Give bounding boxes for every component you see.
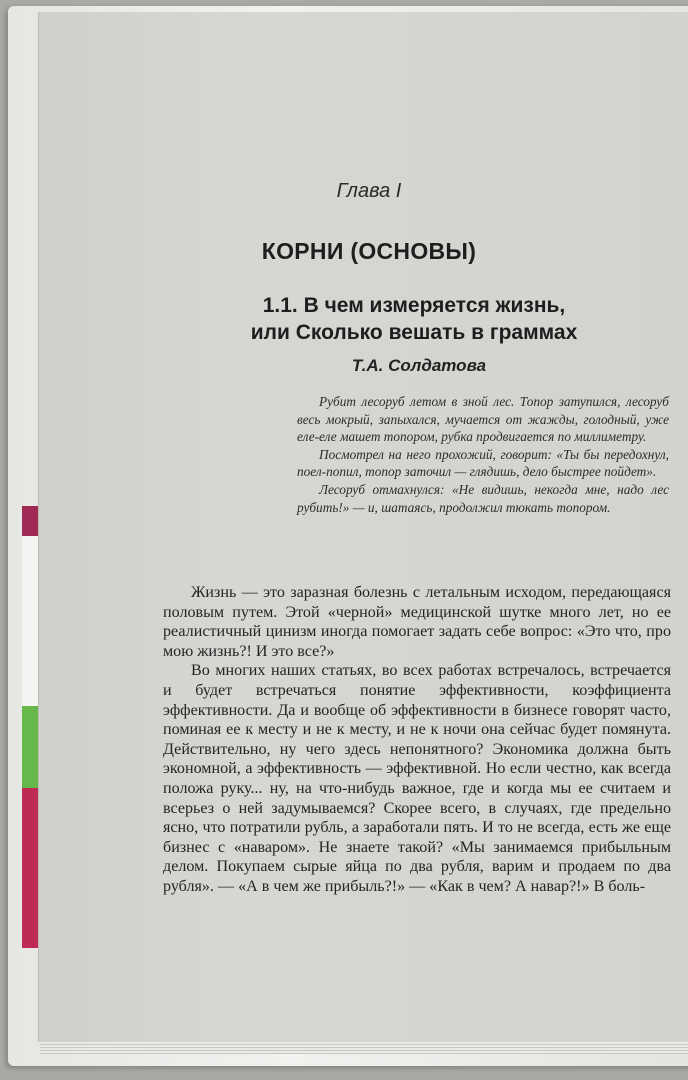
epigraph — [297, 393, 669, 516]
book-page — [38, 12, 688, 1042]
epigraph-paragraph: Лесоруб отмахнулся: «Не видишь, некогда мне, надо лес рубить!» — и, шатаясь, продолжил тюкать топором. — [297, 481, 669, 515]
cover-stripe-white — [22, 536, 38, 706]
cover-stripe-crimson — [22, 788, 38, 948]
section-title-line: или Сколько вешать в граммах — [250, 321, 578, 344]
body-text — [163, 583, 671, 897]
page-edge — [40, 1042, 688, 1054]
epigraph-paragraph: Рубит лесоруб летом в зной лес. Топор затупился, лесоруб весь мокрый, запыхался, мучается от жажды, голодный, уже еле-еле машет топором, рубка продвигается по миллиметру. — [297, 394, 669, 445]
author-name: Т.А. Солдатова — [351, 356, 487, 375]
cover-stripe-burgundy — [22, 506, 38, 536]
body-paragraph: Жизнь — это заразная болезнь с летальным исходом, передающаяся половым путем. Этой «черной» медицинской шутке много лет, но ее реалистичный цинизм иногда помогает задать себе вопрос: «Это что, про мою жизнь?! И это все?» — [163, 584, 671, 660]
epigraph-paragraph: Посмотрел на него прохожий, говорит: «Ты бы передохнул, поел-попил, топор заточил — глядишь, дело быстрее пойдет». — [297, 446, 669, 480]
cover-stripe-green — [22, 706, 38, 788]
part-title: КОРНИ (ОСНОВЫ) — [261, 238, 477, 264]
chapter-label: Глава I — [336, 180, 402, 202]
section-title — [189, 292, 639, 346]
body-paragraph: Во многих наших статьях, во всех работах встречалось, встречается и будет встречаться понятие эффективности, коэффициента эффективности. Да и вообще об эффективности в бизнесе говорят часто, поминая ее к месту и не к месту, и не к ночи она сейчас будет помянута. Действительно, ну чего здесь непонятного? Экономика должна быть экономной, а эффективность — эффективной. Но если честно, как всегда положа руку... ну, на что-нибудь важное, где и когда мы ее считаем и всерьез о ней задумываемся? Скорее всего, в случаях, где предельно ясно, что потратили рубль, а заработали пять. И то не всегда, есть же еще бизнес с «наваром». Не знаете такой? «Мы занимаемся прибыльным делом. Покупаем сырые яйца по два рубля, варим и продаем по два рубля». — «А в чем же прибыль?!» — «Как в чем? А навар?!» В боль- — [163, 662, 671, 895]
section-title-line: 1.1. В чем измеряется жизнь, — [262, 294, 566, 317]
